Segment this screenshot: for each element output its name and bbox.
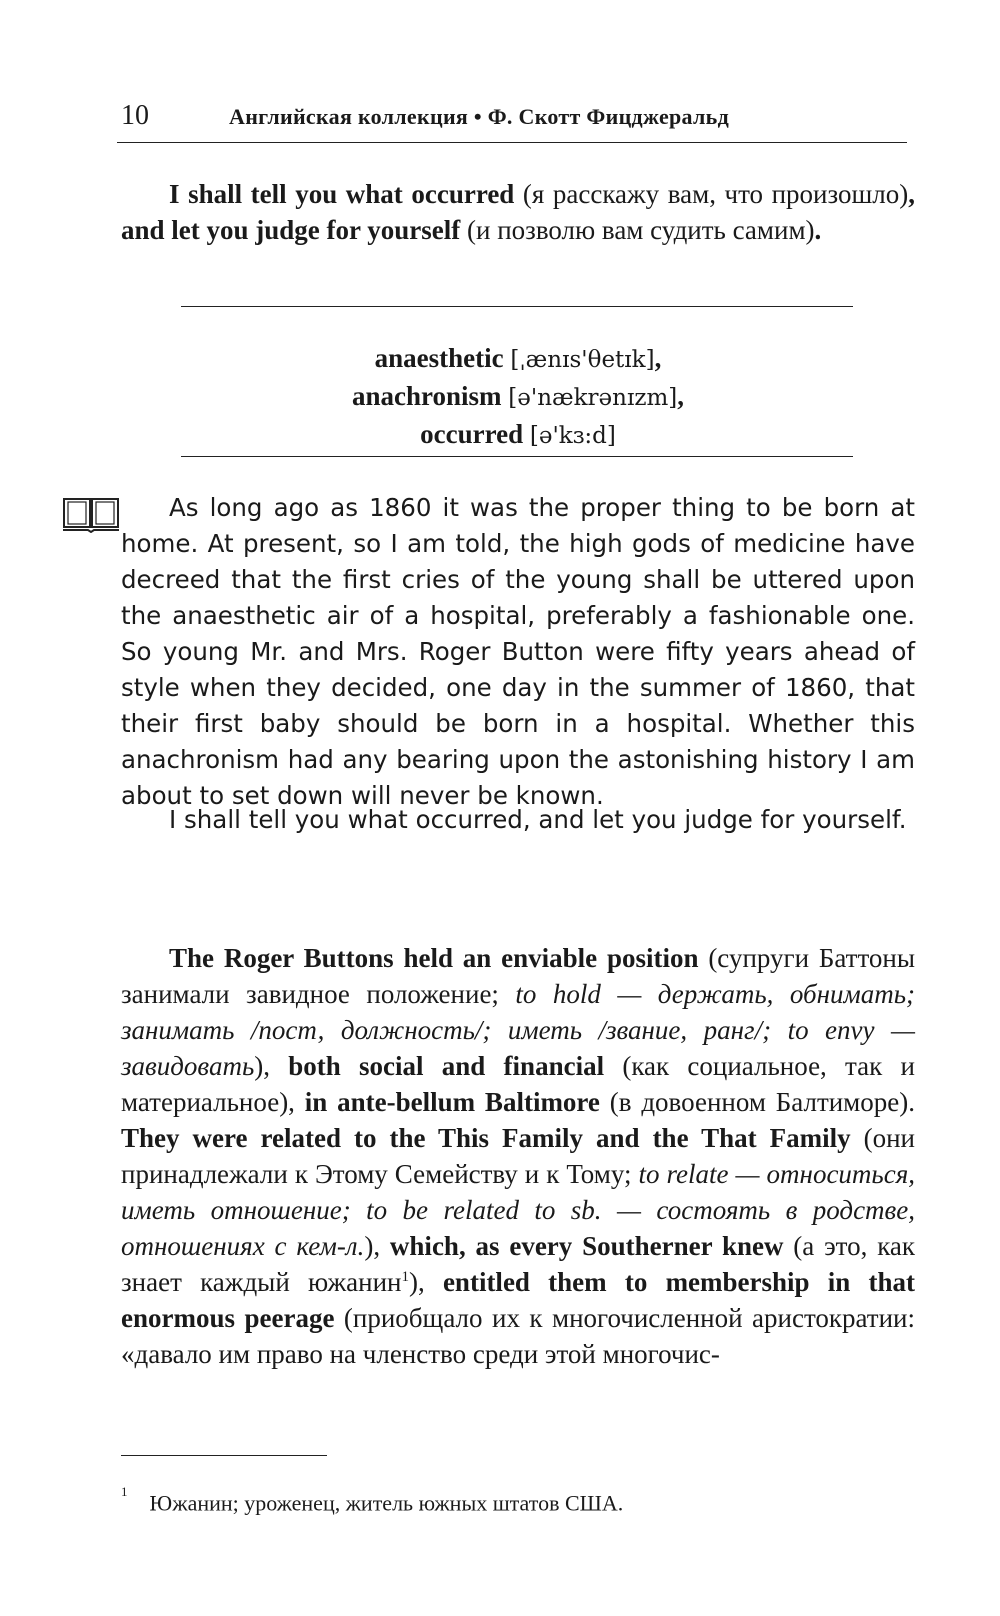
russian-translation: (а это, как знает каждый южанин — [121, 1231, 916, 1297]
footnote-separator — [121, 1455, 327, 1456]
russian-translation: (они принадлежали к Этому Семейству и к Тому; — [121, 1123, 916, 1189]
vocabulary-note: to hold — держать, обнимать; занимать /пост, должность/; иметь /звание, ранг/; to envy — завидовать — [121, 979, 915, 1081]
annotated-paragraph — [121, 940, 915, 1372]
pronunciation-line — [121, 416, 915, 454]
pron-word: anaesthetic — [374, 343, 504, 373]
pron-ipa: [ə'kɜ:d] — [529, 423, 616, 449]
english-phrase: The Roger Buttons held an enviable position — [169, 943, 699, 973]
punctuation: ), — [364, 1231, 390, 1261]
russian-translation: (супруги Баттоны занимали завидное положение; — [121, 943, 915, 1009]
russian-translation: (как социальное, так и материальное), — [121, 1051, 915, 1117]
footnote — [121, 1484, 623, 1517]
divider-bottom — [181, 456, 853, 457]
english-phrase: entitled them to membership in that enormous peerage — [121, 1267, 916, 1333]
english-phrase: in ante-bellum Baltimore — [304, 1087, 600, 1117]
punctuation: ), — [254, 1051, 289, 1081]
page-number: 10 — [121, 100, 149, 131]
english-phrase: which, as every Southerner knew — [389, 1231, 784, 1261]
intro-russian-2: (и позволю вам судить самим) — [460, 215, 815, 245]
intro-english-1: I shall tell you what occurred — [169, 179, 515, 209]
pron-word: occurred — [420, 419, 524, 449]
original-text-paragraph-1: As long ago as 1860 it was the proper thing to be born at home. At present, so I am told, the high gods of medicine have decreed that the first cries of the young shall be uttered upon the anaesthetic air of a hospital, preferably a fashionable one. So young Mr. and Mrs. Roger Button were fifty years ahead of style when they decided, one day in the summer of 1860, that their first baby should be born in a hospital. Whether this anachronism had any bearing upon the astonishing history I am about to set down will never be known. — [121, 493, 915, 810]
intro-end: . — [814, 215, 822, 245]
russian-translation: (приобщало их к многочисленной аристократии: «давало им право на членство среди этой многочис- — [121, 1303, 916, 1369]
pron-ipa: [ˌænɪs'θetɪk] — [510, 347, 655, 373]
footnote-reference[interactable]: 1 — [401, 1269, 409, 1285]
original-text-paragraph-2: I shall tell you what occurred, and let you judge for yourself. — [169, 805, 907, 834]
pron-sep: , — [654, 343, 662, 373]
punctuation: ), — [408, 1267, 443, 1297]
footnote-text: Южанин; уроженец, житель южных штатов США. — [149, 1490, 624, 1516]
footnote-marker: 1 — [121, 1484, 128, 1499]
english-phrase: both social and financial — [288, 1051, 605, 1081]
pronunciation-line — [121, 378, 915, 416]
pronunciation-line — [121, 340, 915, 378]
page-header — [117, 96, 907, 143]
open-book-icon — [62, 497, 120, 533]
vocabulary-note: to relate — относиться, иметь отношение; to be related to sb. — состоять в родстве, отношениях с кем-л. — [121, 1159, 916, 1261]
english-phrase: They were related to the This Family and the That Family — [121, 1123, 851, 1153]
russian-translation: (в довоенном Балтиморе). — [599, 1087, 915, 1117]
divider-top — [181, 306, 853, 307]
pron-ipa: [ə'nækrənɪzm] — [508, 385, 678, 411]
running-title: Английская коллекция • Ф. Скотт Фицджеральд — [229, 104, 730, 129]
intro-english-2: , and let you judge for yourself — [121, 179, 916, 245]
pron-word: anachronism — [352, 381, 502, 411]
pron-sep: , — [677, 381, 684, 411]
intro-russian-1: (я расскажу вам, что произошло) — [514, 179, 909, 209]
intro-paragraph — [121, 176, 915, 248]
pronunciation-block — [121, 340, 915, 454]
